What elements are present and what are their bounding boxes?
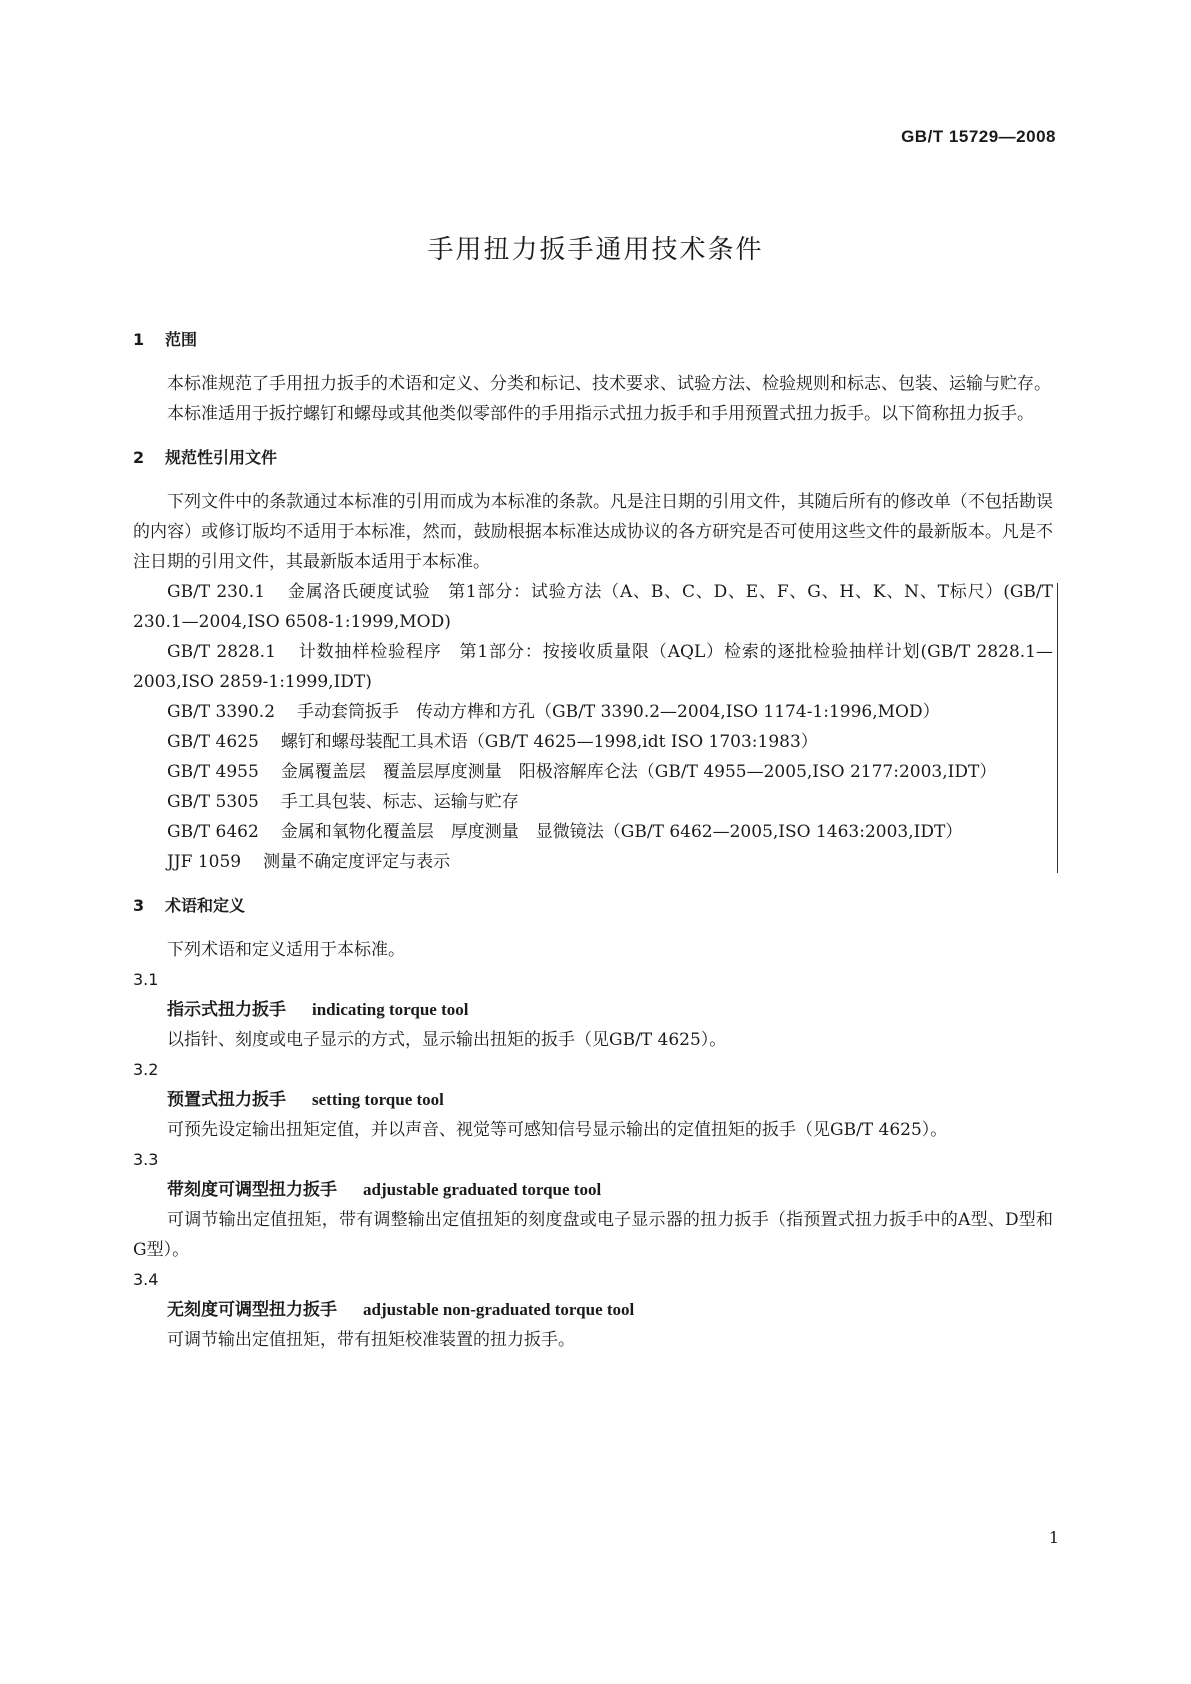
reference-item: GB/T 3390.2 手动套筒扳手 传动方榫和方孔（GB/T 3390.2—2004,ISO 1174-1:1996,MOD） [167, 702, 940, 722]
reference-item: GB/T 5305 手工具包装、标志、运输与贮存 [167, 792, 519, 812]
document-title: 手用扭力扳手通用技术条件 [427, 235, 764, 265]
section-number: 2 [133, 448, 145, 467]
normative-references-list [133, 577, 1053, 877]
section-title: 术语和定义 [165, 896, 246, 915]
clause-number: 3.1 [133, 970, 159, 989]
reference-item: GB/T 4625 螺钉和螺母装配工具术语（GB/T 4625—1998,idt ISO 1703:1983） [167, 732, 818, 752]
term-heading: 指示式扭力扳手 indicating torque tool [167, 1000, 469, 1020]
paragraph: 下列文件中的条款通过本标准的引用而成为本标准的条款。凡是注日期的引用文件，其随后所有的修改单（不包括勘误的内容）或修订版均不适用于本标准，然而，鼓励根据本标准达成协议的各方研究是否可使用这些文件的最新版本。凡是不注日期的引用文件，其最新版本适用于本标准。 [133, 492, 1053, 572]
change-bar [1057, 583, 1058, 873]
term-heading: 无刻度可调型扭力扳手 adjustable non-graduated torque tool [167, 1300, 635, 1320]
term-definition: 可调节输出定值扭矩，带有扭矩校准装置的扭力扳手。 [167, 1330, 575, 1350]
reference-item: GB/T 2828.1 计数抽样检验程序 第1部分：按接收质量限（AQL）检索的逐批检验抽样计划(GB/T 2828.1—2003,ISO 2859-1:1999,IDT) [133, 642, 1054, 692]
section-number: 1 [133, 330, 145, 349]
paragraph: 下列术语和定义适用于本标准。 [167, 940, 405, 960]
clause-number: 3.2 [133, 1060, 159, 1079]
paragraph: 本标准规范了手用扭力扳手的术语和定义、分类和标记、技术要求、试验方法、检验规则和标志、包装、运输与贮存。 [167, 374, 1051, 394]
reference-item: GB/T 6462 金属和氧物化覆盖层 厚度测量 显微镜法（GB/T 6462—2005,ISO 1463:2003,IDT） [167, 822, 963, 842]
page-number: 1 [1048, 1528, 1059, 1547]
section-title: 规范性引用文件 [165, 448, 278, 467]
section-title: 范围 [165, 330, 198, 349]
reference-item: GB/T 230.1 金属洛氏硬度试验 第1部分：试验方法（A、B、C、D、E、F、G、H、K、N、T标尺）(GB/T 230.1—2004,ISO 6508-1:1999,MOD) [133, 582, 1053, 632]
section-number: 3 [133, 896, 145, 915]
reference-item: JJF 1059 测量不确定度评定与表示 [167, 852, 451, 872]
standard-code: GB/T 15729—2008 [901, 127, 1056, 146]
section-2-heading [133, 443, 1053, 473]
section-1-heading [133, 325, 1053, 355]
term-definition: 可调节输出定值扭矩，带有调整输出定值扭矩的刻度盘或电子显示器的扭力扳手（指预置式扭力扳手中的A型、D型和G型）。 [133, 1210, 1053, 1260]
term-heading: 带刻度可调型扭力扳手 adjustable graduated torque tool [167, 1180, 602, 1200]
term-definition: 以指针、刻度或电子显示的方式，显示输出扭矩的扳手（见GB/T 4625）。 [167, 1030, 727, 1050]
term-definition: 可预先设定输出扭矩定值，并以声音、视觉等可感知信号显示输出的定值扭矩的扳手（见GB/T 4625）。 [167, 1120, 948, 1140]
clause-number: 3.4 [133, 1270, 159, 1289]
section-3-heading [133, 891, 1053, 921]
term-heading: 预置式扭力扳手 setting torque tool [167, 1090, 444, 1110]
reference-item: GB/T 4955 金属覆盖层 覆盖层厚度测量 阳极溶解库仑法（GB/T 4955—2005,ISO 2177:2003,IDT） [167, 762, 997, 782]
clause-number: 3.3 [133, 1150, 159, 1169]
paragraph: 本标准适用于扳拧螺钉和螺母或其他类似零部件的手用指示式扭力扳手和手用预置式扭力扳手。以下简称扭力扳手。 [167, 404, 1034, 424]
document-body [133, 325, 1053, 1355]
